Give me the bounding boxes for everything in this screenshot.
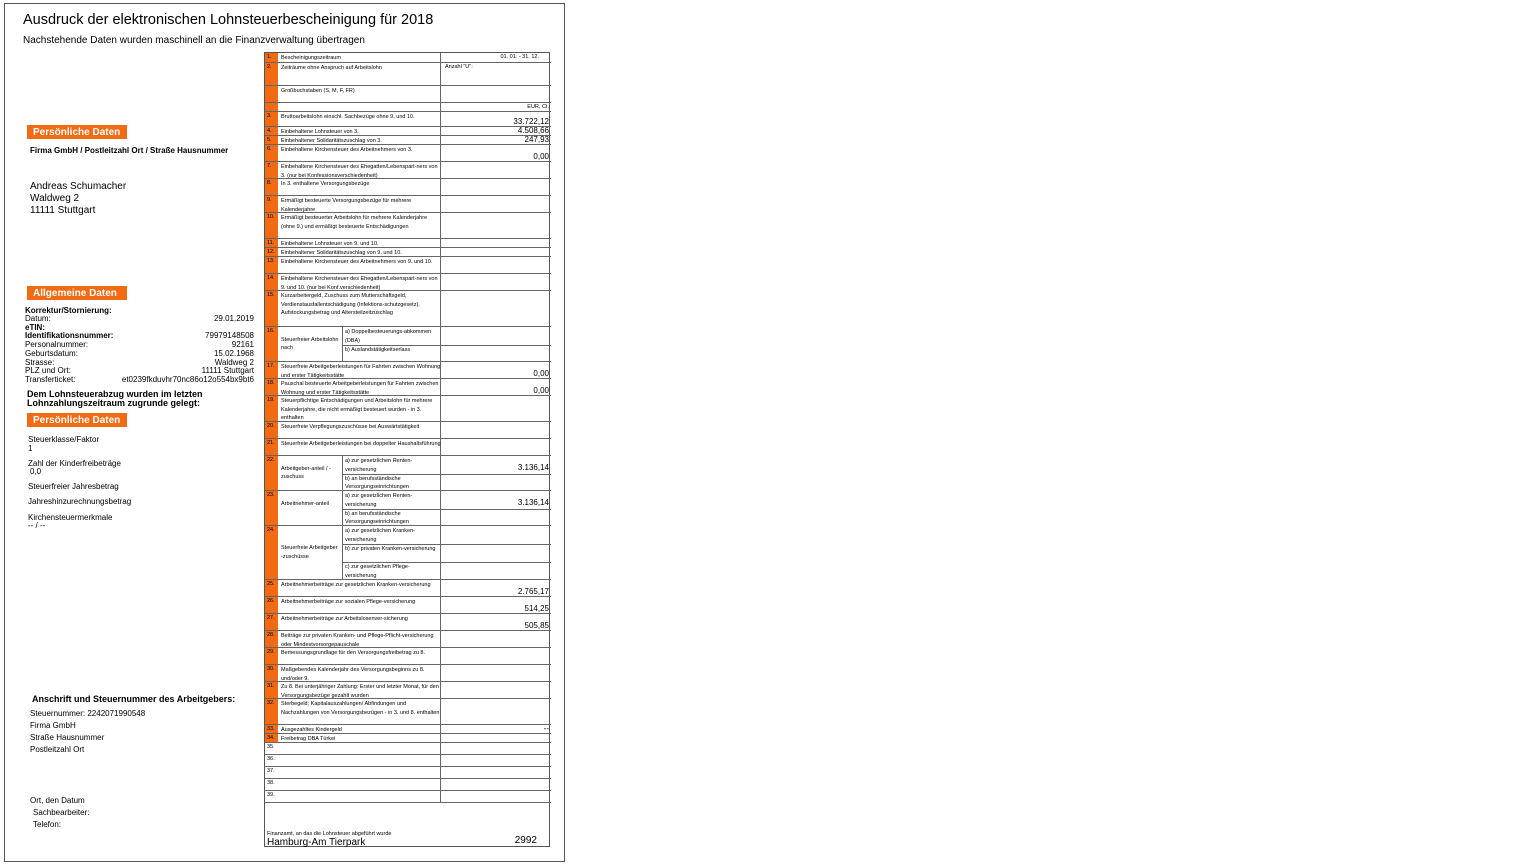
form-row-subitem: a) zur gesetzlichen Kranken-versicherung: [345, 528, 416, 543]
general-data-value: 79979148508: [205, 331, 254, 340]
form-row-number: 35.: [267, 744, 275, 750]
form-row-description: Steuerfreie Arbeitgeberleistungen bei doppelter Haushaltsführung: [281, 441, 441, 447]
form-row: [265, 664, 551, 681]
form-row-number: 1.: [267, 54, 272, 60]
general-data-label: Transferticket:: [25, 375, 76, 384]
form-row: [265, 754, 551, 766]
form-row-description: Ermäßigt besteuerte Versorgungsbezüge für mehrere Kalenderjahre: [281, 198, 412, 213]
general-data-row: [25, 331, 254, 340]
form-row-description: Einbehaltene Lohnsteuer von 9. und 10.: [281, 241, 379, 247]
form-row-description: Einbehaltene Kirchensteuer des Arbeitnehmers von 3.: [281, 147, 413, 153]
form-row-description: Arbeitnehmerbeiträge zur sozialen Pflege-versicherung: [281, 599, 416, 605]
arbeitgeber-steuernummer: Steuernummer: 2242071990548: [30, 709, 146, 718]
form-row: [265, 247, 551, 256]
finanzamt-name: Hamburg-Am Tierpark: [267, 837, 366, 848]
form-row-number: 20.: [267, 423, 275, 429]
finanzamt-label: Finanzamt, an das die Lohnsteuer abgeführt wurde: [267, 831, 392, 837]
form-row-number: 5.: [267, 137, 272, 143]
form-row-value: 247,93: [524, 135, 549, 144]
kirchensteuer-label: Kirchensteuermerkmale: [28, 513, 113, 522]
form-row: [265, 778, 551, 790]
general-data-label: Datum:: [25, 314, 51, 323]
form-row-subitem: b) an berufsständische Versorgungseinrichtungen: [345, 475, 409, 490]
form-row-number: 30.: [267, 666, 275, 672]
form-row: [265, 630, 551, 647]
sub-row-divider: [342, 562, 551, 563]
form-row: [265, 733, 551, 742]
general-data-value: 11111 Stuttgart: [201, 366, 254, 375]
general-data-label: Identifikationsnummer:: [25, 331, 114, 340]
arbeitgeber-ort: Postleitzahl Ort: [30, 745, 85, 754]
form-row-number: 29.: [267, 649, 275, 655]
steuerklasse-label: Steuerklasse/Faktor: [28, 435, 100, 444]
form-row-description: Arbeitnehmerbeiträge zur gesetzlichen Kranken-versicherung: [281, 582, 431, 588]
form-row: [265, 195, 551, 212]
form-row-description: Arbeitnehmerbeiträge zur Arbeitslosenver-sicherung: [281, 616, 408, 622]
general-data-label: Strasse:: [25, 358, 55, 367]
form-row: [265, 742, 551, 754]
form-row-number: 21.: [267, 440, 275, 446]
kinderfreibetraege-value: 0,0: [30, 467, 42, 476]
lohnsteuer-note-1: Dem Lohnsteuerabzug wurden im letzten: [27, 389, 203, 399]
form-row-description: Einbehaltene Lohnsteuer von 3.: [281, 129, 359, 135]
form-row: [265, 290, 551, 326]
form-row-number: 39.: [267, 792, 275, 798]
form-row-number: 26.: [267, 598, 275, 604]
form-row-description: Zu 8. Bei unterjähriger Zahlung: Erster und letzter Monat, für den Versorgungsbezüge gezahlt wurden: [281, 684, 439, 699]
form-row-subitem: b) an berufsständische Versorgungseinrichtungen: [345, 510, 409, 525]
form-row-description: Arbeitgeber-anteil / -zuschuss: [281, 465, 331, 480]
form-row-description: Kurzarbeitergeld, Zuschuss zum Mutterschaftsgeld, Verdienstausfallentschädigung (Infektions-schutzgesetz), Aufstockungsbetrag und Altersteilzeitzuschlag: [281, 293, 420, 316]
sub-row-divider: [342, 509, 551, 510]
arbeitgeber-name: Firma GmbH: [30, 721, 76, 730]
form-bottom-line: [265, 802, 551, 803]
form-row-number: 10.: [267, 214, 275, 220]
form-row: [265, 647, 551, 664]
form-row: [265, 378, 551, 395]
form-row-number: 22.: [267, 457, 275, 463]
form-row: [265, 238, 551, 247]
employee-name: Andreas Schumacher: [30, 181, 127, 192]
form-row-description: Einbehaltene Kirchensteuer des Ehegatten/Lebenspart-ners von 9. und 10. (nur bei Konf.verschiedenheit): [281, 276, 438, 291]
form-row-number: 34.: [267, 735, 275, 741]
form-row: [265, 161, 551, 178]
form-row-value: 0,00: [533, 369, 549, 378]
form-row-description: Beiträge zur privaten Kranken- und Pflege-Pflicht-versicherung oder Mindestvorsorgepauschale: [281, 633, 434, 648]
form-row: [265, 579, 551, 596]
form-row: [265, 212, 551, 238]
form-row-description: Einbehaltene Kirchensteuer des Arbeitnehmers von 9. und 10.: [281, 259, 433, 265]
form-row-description: Steuerfreie Verpflegungszuschüsse bei Auswärtstätigkeit: [281, 424, 420, 430]
form-row-value: 01. 01. - 31. 12.: [500, 54, 539, 60]
form-row-subitem: b) zur privaten Kranken-versicherung: [345, 546, 436, 552]
form-row-value: Anzahl "U":: [445, 64, 473, 70]
form-row: [265, 698, 551, 724]
form-row: [265, 766, 551, 778]
form-row-number: 33.: [267, 726, 275, 732]
general-data-value: et0239fkduvhr70nc86o12o554bx9bt6: [121, 375, 254, 384]
form-row-number: 19.: [267, 397, 275, 403]
form-row: [265, 273, 551, 290]
form-row-description: Ausgezahltes Kindergeld: [281, 727, 342, 733]
form-row-description: Großbuchstaben (S, M, F, FR): [281, 88, 355, 94]
form-row: [265, 135, 551, 144]
form-row-number: 14.: [267, 275, 275, 281]
form-row-description: Einbehaltener Solidaritätszuschlag von 3.: [281, 138, 382, 144]
arbeitgeber-strasse: Straße Hausnummer: [30, 733, 105, 742]
form-row-value: 514,25: [524, 604, 549, 613]
general-data-value: Waldweg 2: [214, 358, 254, 367]
form-row-number: 27.: [267, 615, 275, 621]
form-row-number: 16.: [267, 328, 275, 334]
badge-persoenliche-daten: Persönliche Daten: [27, 125, 127, 139]
form-row: [265, 596, 551, 613]
form-row: [265, 102, 551, 111]
form-row-number: 2.: [267, 64, 272, 70]
form-row: [265, 144, 551, 161]
form-row-number: 17.: [267, 363, 275, 369]
general-data-label: Korrektur/Stornierung:: [25, 306, 112, 315]
general-data-value: 29.01.2019: [213, 314, 254, 323]
sub-row-divider: [342, 474, 551, 475]
form-row-value: 2.765,17: [517, 587, 549, 596]
form-row: [265, 613, 551, 630]
form-row-description: Einbehaltene Kirchensteuer des Ehegatten/Lebenspart-ners von 3. (nur bei Konfessionsverschiedenheit): [281, 164, 438, 179]
steuerklasse-value: 1: [28, 444, 33, 453]
general-data-label: Personalnummer:: [25, 340, 89, 349]
jahresbetrag-label: Steuerfreier Jahresbetrag: [28, 482, 119, 491]
form-row-number: 6.: [267, 146, 272, 152]
form-row-description: Arbeitnehmer-anteil: [281, 500, 329, 507]
form-row: [265, 421, 551, 438]
general-data-row: [25, 314, 254, 323]
form-row-number: 11.: [267, 240, 275, 246]
form-row-description: Zeiträume ohne Anspruch auf Arbeitslohn: [281, 65, 382, 71]
sub-row-divider: [342, 345, 551, 346]
form-row-description: Ermäßigt besteuerter Arbeitslohn für mehrere Kalenderjahre (ohne 9.) und ermäßigt besteuerte Entschädigungen: [281, 215, 428, 230]
badge-allgemeine-daten: Allgemeine Daten: [27, 286, 127, 300]
form-row-number: 32.: [267, 700, 275, 706]
form-row: [265, 111, 551, 126]
form-row: [265, 724, 551, 733]
form-row: [265, 361, 551, 378]
form-row-number: 31.: [267, 683, 275, 689]
form-row-number: 4.: [267, 128, 272, 134]
employee-street: Waldweg 2: [30, 193, 80, 204]
form-row-value: 0,00: [533, 152, 549, 161]
form-row: [265, 790, 551, 802]
form-row-subitem: a) Doppelbesteuerungs-abkommen (DBA): [345, 329, 432, 344]
form-row: [265, 455, 551, 490]
form-row: [265, 62, 551, 85]
form-row: [265, 256, 551, 273]
form-row: [265, 525, 551, 579]
general-data-label: Geburtsdatum:: [25, 349, 78, 358]
form-row: [265, 490, 551, 525]
form-row: [265, 85, 551, 102]
form-row-number: 37.: [267, 768, 275, 774]
form-row-number: 12.: [267, 249, 275, 255]
form-row: [265, 53, 551, 62]
general-data-label: eTIN:: [25, 323, 45, 332]
footer-telefon: Telefon:: [33, 820, 62, 829]
form-row-number: 23.: [267, 492, 275, 498]
document-subtitle: Nachstehende Daten wurden maschinell an die Finanzverwaltung übertragen: [23, 35, 365, 46]
form-row-value: 4.508,66: [517, 126, 549, 135]
form-row-subitem: c) zur gesetzlichen Pflege-versicherung: [345, 564, 410, 579]
form-row-number: 13.: [267, 258, 275, 264]
tax-certificate-document: [4, 3, 565, 862]
hinzurechnung-label: Jahreshinzurechnungsbetrag: [28, 497, 132, 506]
form-row-value: --: [543, 724, 549, 733]
form-row-subitem: a) zur gesetzlichen Renten-versicherung: [345, 458, 413, 473]
kinderfreibetraege-label: Zahl der Kinderfreibeträge: [28, 459, 121, 468]
finanzamt-nummer: 2992: [514, 835, 537, 846]
lohnsteuer-note-2: Lohnzahlungszeitraum zugrunde gelegt:: [27, 398, 200, 408]
form-row-description: Sterbegeld; Kapitalauszahlungen/ Abfindungen und Nachzahlungen von Versorgungsbezügen - in 3. und 8. enthalten: [281, 701, 440, 716]
form-row-number: 38.: [267, 780, 275, 786]
form-row-number: 18.: [267, 380, 275, 386]
form-row-number: 7.: [267, 163, 272, 169]
general-data-row: [25, 349, 254, 358]
form-row-value: 0,00: [533, 386, 549, 395]
form-row-value: 3.136,14: [517, 497, 549, 507]
arbeitgeber-title: Anschrift und Steuernummer des Arbeitgebers:: [32, 694, 236, 704]
form-row: [265, 178, 551, 195]
form-row-description: Steuerpflichtige Entschädigungen und Arbeitslohn für mehrere Kalenderjahre, die nicht ermäßigt besteuert wurden - in 3. enthalten: [281, 398, 433, 421]
sub-divider: [342, 526, 343, 580]
form-row-value: EUR, Ct.: [527, 104, 549, 110]
form-row-description: Freibetrag DBA Türkei: [281, 736, 336, 742]
footer-sachbearbeiter: Sachbearbeiter:: [33, 808, 90, 817]
form-row: [265, 395, 551, 421]
general-data-value: 92161: [231, 340, 254, 349]
form-row-value: 33.722,12: [513, 117, 549, 126]
form-row-value: 3.136,14: [517, 462, 549, 472]
sub-row-divider: [342, 544, 551, 545]
form-row-number: 28.: [267, 632, 275, 638]
general-data-row: [25, 366, 254, 375]
employer-line: Firma GmbH / Postleitzahl Ort / Straße Hausnummer: [30, 146, 229, 155]
form-row-description: Steuerfreier Arbeitslohn nach: [281, 336, 339, 351]
general-data-value: 15.02.1968: [213, 349, 254, 358]
form-row-number: 25.: [267, 581, 275, 587]
form-row: [265, 438, 551, 455]
form-row-subitem: a) zur gesetzlichen Renten-versicherung: [345, 493, 413, 508]
form-row-description: Pauschal besteuerte Arbeitgeberleistungen für Fahrten zwischen Wohnung und erster Tätigkeitsstätte: [281, 381, 439, 396]
general-data-row: [25, 375, 254, 384]
form-row-description: Maßgebendes Kalenderjahr des Versorgungsbeginns zu 8. und/oder 9.: [281, 667, 425, 682]
form-row-number: 3.: [267, 113, 272, 119]
kirchensteuer-value: -- / --: [28, 521, 46, 530]
form-row-value: 505,85: [524, 621, 549, 630]
form-row-description: Bruttoarbeitslohn einschl. Sachbezüge ohne 9. und 10.: [281, 114, 415, 120]
form-row: [265, 681, 551, 698]
form-row-number: 9.: [267, 197, 272, 203]
form-row-number: 36.: [267, 756, 275, 762]
form-row: [265, 126, 551, 135]
form-row-description: Einbehaltener Solidaritätszuschlag von 9. und 10.: [281, 250, 402, 256]
form-row-description: Bescheinigungszeitraum: [281, 55, 341, 61]
general-data-row: [25, 340, 254, 349]
document-title: Ausdruck der elektronischen Lohnsteuerbescheinigung für 2018: [23, 12, 434, 28]
form-row-subitem: b) Auslandstätigkeitserlass: [345, 346, 411, 353]
form-row-number: 8.: [267, 180, 272, 186]
form-row-description: In 3. enthaltene Versorgungsbezüge: [281, 181, 370, 187]
certificate-form-table: [264, 52, 550, 847]
form-row-number: 15.: [267, 292, 275, 298]
form-row-description: Steuerfreie Arbeitgeber -zuschüsse: [281, 545, 338, 560]
form-row-description: Steuerfreie Arbeitgeberleistungen für Fahrten zwischen Wohnung und erster Tätigkeitsstätte: [281, 364, 441, 379]
form-row: [265, 326, 551, 361]
form-row-description: Bemessungsgrundlage für den Versorgungsfreibetrag zu 8.: [281, 650, 426, 656]
badge-persoenliche-daten-2: Persönliche Daten: [27, 413, 127, 427]
general-data-label: PLZ und Ort:: [25, 366, 71, 375]
footer-ort-datum: Ort, den Datum: [30, 796, 85, 805]
form-row-number: 24.: [267, 527, 275, 533]
employee-city: 11111 Stuttgart: [30, 205, 96, 216]
